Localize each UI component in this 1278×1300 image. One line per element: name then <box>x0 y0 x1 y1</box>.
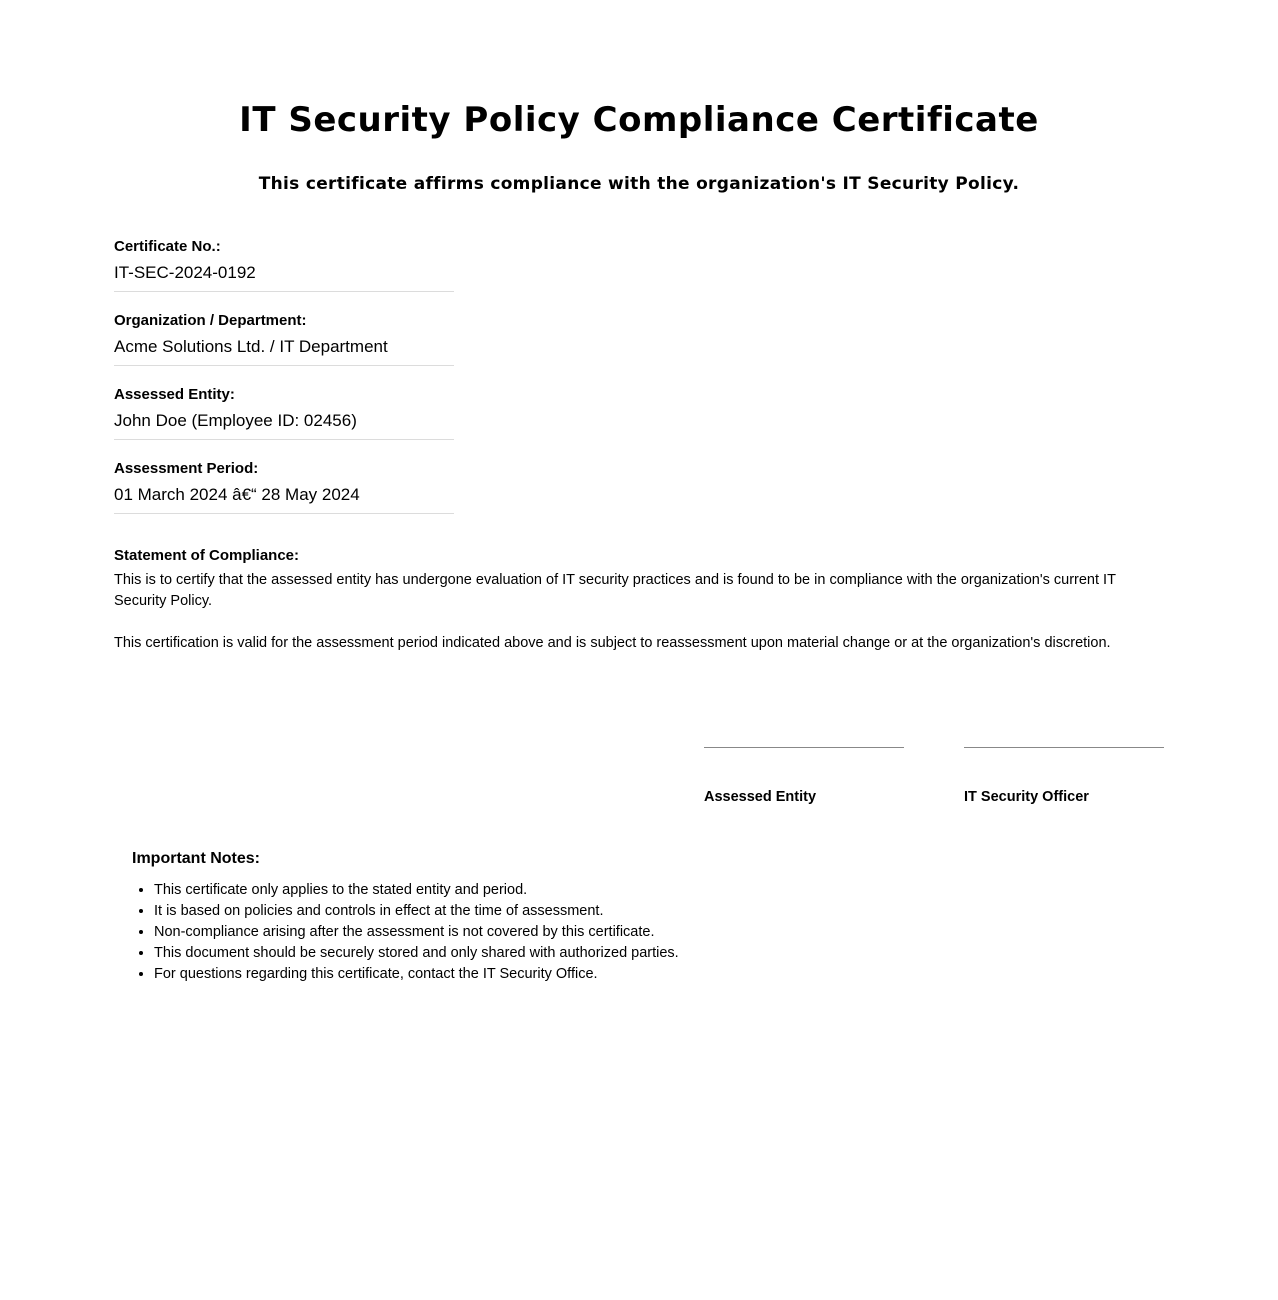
certificate-title: IT Security Policy Compliance Certificate <box>239 100 1039 140</box>
statement-paragraph: This is to certify that the assessed entity has undergone evaluation of IT security practices and is found to be in compliance with the organization's current IT Security Policy. <box>114 572 1116 609</box>
important-notes <box>132 848 1032 985</box>
certificate-subtitle: This certificate affirms compliance with the organization's IT Security Policy. <box>258 174 1020 194</box>
list-item: • This certificate only applies to the stated entity and period. <box>154 880 1032 901</box>
certificate-number-field <box>114 236 454 292</box>
field-label: Assessment Period: <box>114 460 259 477</box>
assessed-entity-field <box>114 384 454 440</box>
statement-label: Statement of Compliance: <box>114 547 300 564</box>
assessment-period-field <box>114 458 454 514</box>
signature-line <box>704 747 904 748</box>
field-value: 01 March 2024 â€“ 28 May 2024 <box>114 485 360 504</box>
signature-block-it-security-officer <box>964 747 1164 807</box>
notes-list <box>132 880 1032 985</box>
signature-block-assessed-entity <box>704 747 904 807</box>
statement-of-compliance <box>114 546 1164 654</box>
signature-label: IT Security Officer <box>964 789 1089 805</box>
list-item: • It is based on policies and controls in effect at the time of assessment. <box>154 901 1032 922</box>
certificate-details <box>114 236 454 532</box>
field-label: Organization / Department: <box>114 312 307 329</box>
list-item: • Non-compliance arising after the assessment is not covered by this certificate. <box>154 922 1032 943</box>
field-value: John Doe (Employee ID: 02456) <box>114 411 357 430</box>
list-item: • For questions regarding this certificate, contact the IT Security Office. <box>154 964 1032 985</box>
signature-label: Assessed Entity <box>704 789 817 805</box>
organization-department-field <box>114 310 454 366</box>
field-value: Acme Solutions Ltd. / IT Department <box>114 337 388 356</box>
field-value: IT-SEC-2024-0192 <box>114 263 256 282</box>
field-label: Certificate No.: <box>114 238 221 255</box>
list-item: • This document should be securely stored and only shared with authorized parties. <box>154 943 1032 964</box>
field-label: Assessed Entity: <box>114 386 235 403</box>
statement-paragraph: This certification is valid for the assessment period indicated above and is subject to reassessment upon material change or at the organization's discretion. <box>114 635 1111 651</box>
notes-title: Important Notes: <box>132 850 260 867</box>
signature-line <box>964 747 1164 748</box>
